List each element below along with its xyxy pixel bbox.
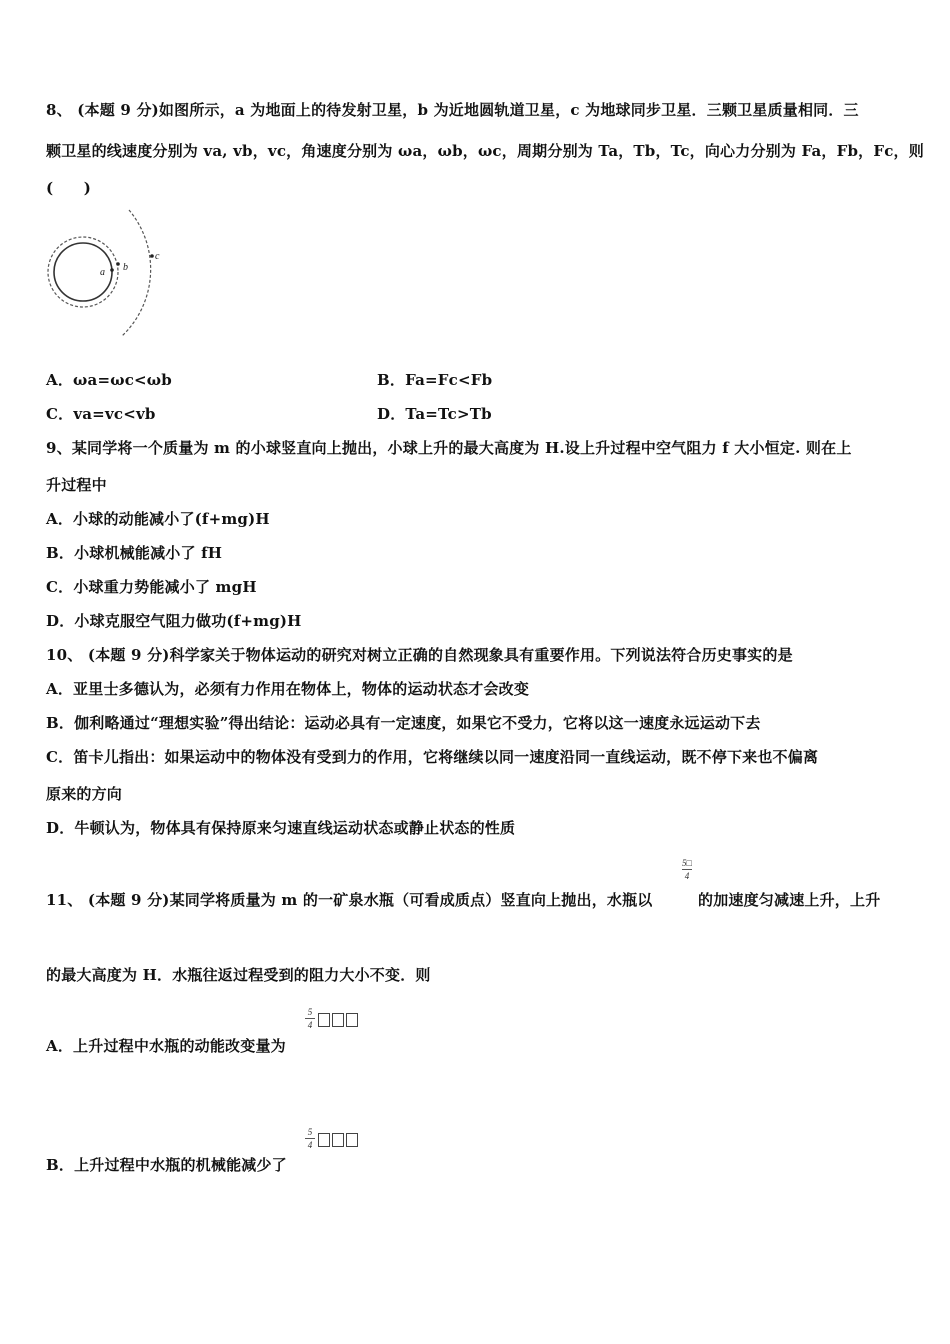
geosync-orbit bbox=[122, 210, 151, 336]
q11-opt-b-fraction bbox=[305, 1127, 315, 1150]
satellite-orbit-figure bbox=[44, 204, 164, 344]
q11-line2: 的最大高度为 H．水瓶往返过程受到的阻力大小不变．则 bbox=[46, 966, 431, 984]
q11-line1a: 11、 (本题 9 分)某同学将质量为 m 的一矿泉水瓶（可看成质点）竖直向上抛出，水瓶以 bbox=[46, 891, 653, 909]
q10-option-d: D．牛顿认为，物体具有保持原来匀速直线运动状态或静止状态的性质 bbox=[46, 819, 516, 837]
q9-line1: 9、某同学将一个质量为 m 的小球竖直向上抛出，小球上升的最大高度为 H.设上升过程中空气阻力 f 大小恒定. 则在上 bbox=[46, 439, 852, 457]
q8-option-d: D．Ta=Tc>Tb bbox=[377, 405, 492, 423]
q11-opt-b-frac-num: 5 bbox=[307, 1127, 313, 1137]
satellite-c-dot bbox=[150, 254, 154, 258]
q10-option-c-line2: 原来的方向 bbox=[46, 785, 123, 803]
label-b: b bbox=[123, 262, 128, 273]
q9-option-b: B．小球机械能减小了 fH bbox=[46, 544, 223, 562]
q11-opt-a-fraction bbox=[305, 1007, 315, 1030]
q11-opt-b-frac-den: 4 bbox=[307, 1140, 313, 1150]
satellite-b-dot bbox=[116, 262, 120, 266]
q10-option-c-line1: C．笛卡儿指出：如果运动中的物体没有受到力的作用，它将继续以同一速度沿同一直线运动，既不停下来也不偏离 bbox=[46, 748, 819, 766]
q8-line2: 颗卫星的线速度分别为 va, vb，vc，角速度分别为 ωa，ωb，ωc，周期分别为 Ta，Tb，Tc，向心力分别为 Fa，Fb，Fc，则 bbox=[46, 142, 924, 160]
q11-frac-den: 4 bbox=[684, 871, 690, 881]
q10-line1: 10、 (本题 9 分)科学家关于物体运动的研究对树立正确的自然现象具有重要作用。下列说法符合历史事实的是 bbox=[46, 646, 793, 664]
q11-option-a: A．上升过程中水瓶的动能改变量为 bbox=[46, 1037, 286, 1055]
q11-opt-a-frac-den: 4 bbox=[307, 1020, 313, 1030]
q10-option-a: A．亚里士多德认为，必须有力作用在物体上，物体的运动状态才会改变 bbox=[46, 680, 530, 698]
q8-option-c: C．va=vc<vb bbox=[46, 405, 156, 423]
near-earth-orbit bbox=[48, 237, 118, 307]
q11-opt-b-missing-glyphs bbox=[318, 1132, 360, 1147]
q8-option-b: B．Fa=Fc<Fb bbox=[377, 371, 493, 389]
q11-option-b: B．上升过程中水瓶的机械能减少了 bbox=[46, 1156, 287, 1174]
q9-option-a: A．小球的动能减小了(f+mg)H bbox=[46, 510, 270, 528]
q9-option-c: C．小球重力势能减小了 mgH bbox=[46, 578, 257, 596]
q9-line2: 升过程中 bbox=[46, 476, 107, 494]
q9-option-d: D．小球克服空气阻力做功(f+mg)H bbox=[46, 612, 302, 630]
q8-line1: 8、 (本题 9 分)如图所示，a 为地面上的待发射卫星，b 为近地圆轨道卫星，c 为地球同步卫星．三颗卫星质量相同．三 bbox=[46, 101, 859, 119]
label-c: c bbox=[155, 251, 160, 262]
q11-opt-a-frac-num: 5 bbox=[307, 1007, 313, 1017]
q11-accel-fraction bbox=[682, 858, 692, 881]
q10-option-b: B．伽利略通过“理想实验”得出结论：运动必具有一定速度，如果它不受力，它将以这一速度永远运动下去 bbox=[46, 714, 761, 732]
q11-frac-num: 5□ bbox=[682, 858, 692, 868]
q8-paren: ( ) bbox=[46, 179, 91, 197]
q8-option-a: A．ωa=ωc<ωb bbox=[46, 371, 172, 389]
q11-line1b: 的加速度匀减速上升，上升 bbox=[698, 891, 881, 909]
label-a: a bbox=[100, 267, 105, 278]
q11-opt-a-missing-glyphs bbox=[318, 1012, 360, 1027]
satellite-a-dot bbox=[110, 268, 114, 272]
